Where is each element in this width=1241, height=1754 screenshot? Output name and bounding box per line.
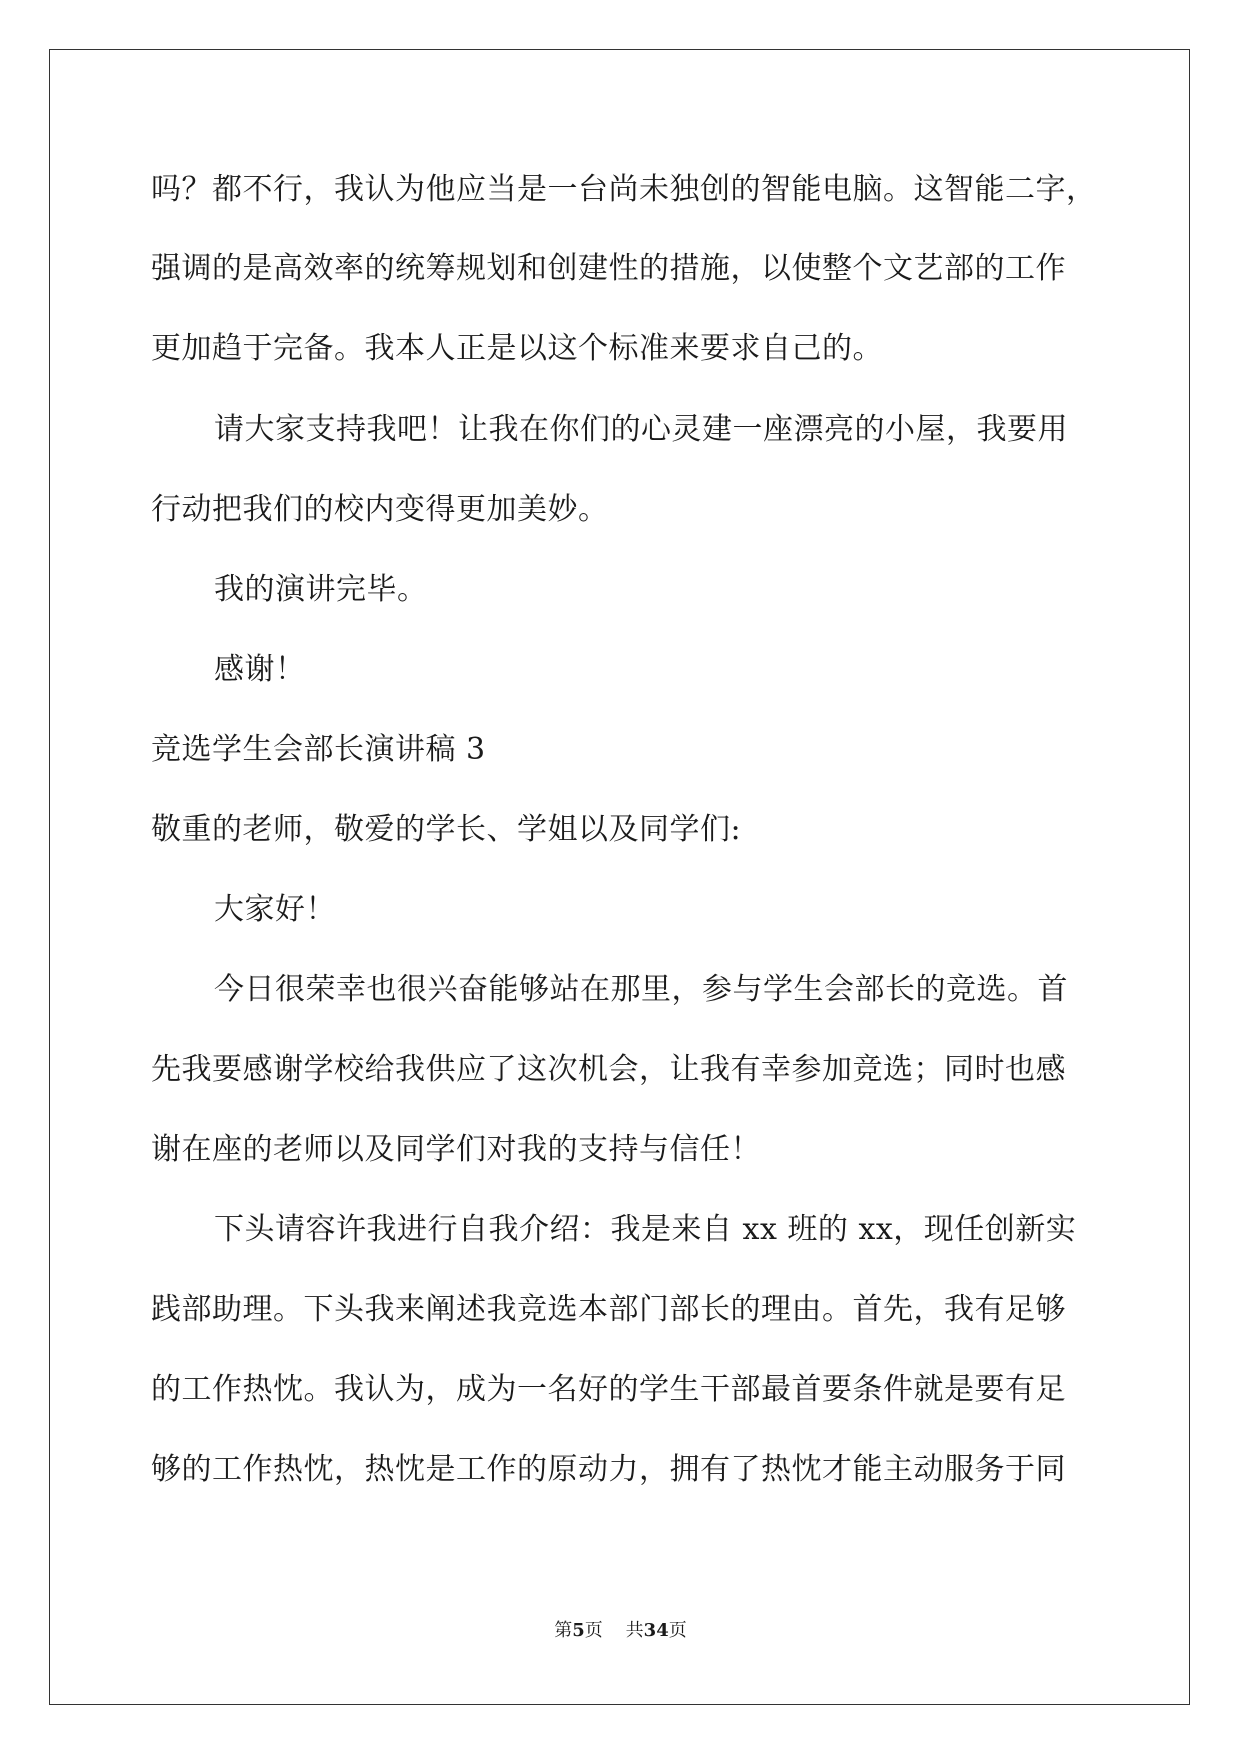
- footer-total-pages: 34: [643, 1620, 669, 1641]
- section-heading: 竞选学生会部长演讲稿 3: [151, 732, 486, 767]
- footer-page-suffix: 页: [584, 1620, 603, 1641]
- body-line-15: 践部助理。下头我来阐述我竞选本部门部长的理由。首先，我有足够: [151, 1292, 1066, 1327]
- body-line-4: 请大家支持我吧！让我在你们的心灵建一座漂亮的小屋，我要用: [214, 412, 1068, 447]
- body-line-2: 强调的是高效率的统筹规划和创建性的措施，以使整个文艺部的工作: [151, 251, 1066, 286]
- footer-total-prefix: 共: [625, 1620, 644, 1641]
- body-line-11: 今日很荣幸也很兴奋能够站在那里，参与学生会部长的竞选。首: [214, 972, 1068, 1007]
- body-line-6: 我的演讲完毕。: [214, 572, 428, 607]
- body-line-16: 的工作热忱。我认为，成为一名好的学生干部最首要条件就是要有足: [151, 1372, 1066, 1407]
- body-line-7: 感谢！: [214, 652, 306, 687]
- body-line-12: 先我要感谢学校给我供应了这次机会，让我有幸参加竞选；同时也感: [151, 1052, 1066, 1087]
- salutation: 敬重的老师，敬爱的学长、学姐以及同学们:: [151, 812, 742, 847]
- body-line-5: 行动把我们的校内变得更加美妙。: [151, 492, 609, 527]
- greeting: 大家好！: [214, 892, 336, 927]
- body-line-1: 吗？都不行，我认为他应当是一台尚未独创的智能电脑。这智能二字，: [151, 172, 1097, 207]
- footer-page-number: 5: [572, 1620, 585, 1641]
- body-line-17: 够的工作热忱，热忱是工作的原动力，拥有了热忱才能主动服务于同: [151, 1452, 1066, 1487]
- footer-prefix: 第: [554, 1620, 573, 1641]
- body-line-13: 谢在座的老师以及同学们对我的支持与信任！: [151, 1132, 761, 1167]
- footer-total-suffix: 页: [668, 1620, 687, 1641]
- page-footer: [0, 1620, 1241, 1642]
- body-line-14: 下头请容许我进行自我介绍：我是来自 xx 班的 xx，现任创新实: [214, 1212, 1077, 1247]
- body-line-3: 更加趋于完备。我本人正是以这个标准来要求自己的。: [151, 331, 883, 366]
